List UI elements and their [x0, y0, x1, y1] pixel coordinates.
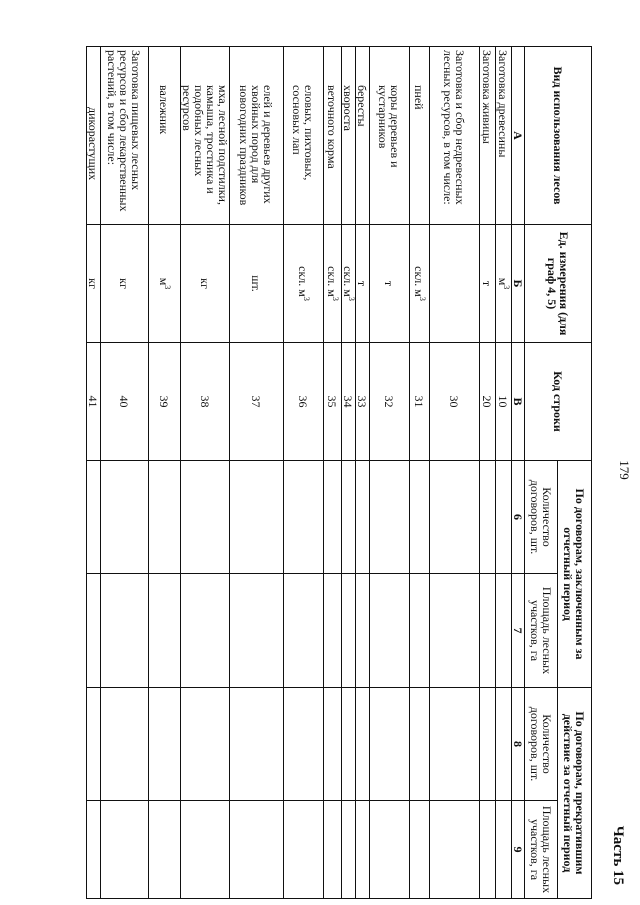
empty-value-cell	[324, 801, 342, 899]
empty-value-cell	[230, 574, 284, 688]
empty-value-cell	[149, 574, 181, 688]
row-unit-text: скл. м	[325, 266, 340, 297]
row-code: 35	[324, 343, 342, 461]
empty-value-cell	[101, 801, 149, 899]
table-row	[430, 47, 480, 899]
row-unit	[149, 225, 181, 343]
header-count-concluded: Количество договоров, шт.	[525, 461, 558, 574]
row-use-name: хвороста	[342, 47, 356, 225]
row-unit-text: т	[382, 280, 397, 287]
row-code: 32	[370, 343, 410, 461]
empty-value-cell	[370, 801, 410, 899]
row-unit-superscript: 3	[331, 296, 341, 301]
row-unit-text: скл. м	[296, 266, 311, 297]
table-row	[370, 47, 410, 899]
table-row	[149, 47, 181, 899]
header-code: Код строки	[525, 343, 592, 461]
row-use-name: елей и деревьев других хвойных пород для новогодних праздников	[230, 47, 284, 225]
empty-value-cell	[230, 688, 284, 801]
column-index: А	[512, 47, 525, 225]
empty-value-cell	[324, 574, 342, 688]
row-unit	[496, 225, 512, 343]
empty-value-cell	[87, 801, 101, 899]
table-row	[87, 47, 101, 899]
part-label: Часть 15	[610, 825, 626, 885]
row-use-name: еловых, пихтовых, сосновых лап	[284, 47, 324, 225]
table-row	[324, 47, 342, 899]
header-unit: Ед. измерения (для граф 4, 5)	[525, 225, 592, 343]
table-row	[284, 47, 324, 899]
empty-value-cell	[410, 461, 430, 574]
table-row	[356, 47, 370, 899]
row-use-name: Заготовка пищевых лесных ресурсов и сбор лекарственных растений, в том числе:	[101, 47, 149, 225]
column-index: 9	[512, 801, 525, 899]
table-row	[101, 47, 149, 899]
row-unit-text: кг	[117, 278, 132, 289]
row-unit-text: т	[480, 280, 495, 287]
empty-value-cell	[284, 801, 324, 899]
empty-value-cell	[149, 801, 181, 899]
empty-value-cell	[181, 801, 230, 899]
row-unit	[342, 225, 356, 343]
row-unit-text: кг	[198, 278, 212, 289]
empty-value-cell	[101, 461, 149, 574]
empty-value-cell	[480, 801, 496, 899]
empty-value-cell	[342, 461, 356, 574]
row-unit	[181, 225, 230, 343]
empty-value-cell	[87, 461, 101, 574]
empty-value-cell	[87, 574, 101, 688]
empty-value-cell	[342, 688, 356, 801]
header-terminated: По договорам, прекратившим действие за отчетный период	[558, 688, 592, 899]
table-row	[480, 47, 496, 899]
empty-value-cell	[430, 574, 480, 688]
row-code: 39	[149, 343, 181, 461]
row-unit-text: м	[157, 277, 172, 286]
row-code: 36	[284, 343, 324, 461]
column-index: В	[512, 343, 525, 461]
row-code: 33	[356, 343, 370, 461]
empty-value-cell	[370, 461, 410, 574]
header-count-terminated: Количество договоров, шт.	[525, 688, 558, 801]
row-unit-text: скл. м	[412, 266, 427, 297]
empty-value-cell	[181, 461, 230, 574]
header-concluded: По договорам, заключенным за отчетный период	[558, 461, 592, 688]
empty-value-cell	[284, 688, 324, 801]
empty-value-cell	[324, 688, 342, 801]
row-use-name: бересты	[356, 47, 370, 225]
row-unit	[370, 225, 410, 343]
row-unit-superscript: 3	[418, 296, 428, 301]
row-unit-superscript: 3	[163, 285, 173, 290]
row-use-name: дикорастущих	[87, 47, 101, 225]
empty-value-cell	[284, 461, 324, 574]
empty-value-cell	[356, 461, 370, 574]
row-unit	[324, 225, 342, 343]
row-unit-text: кг	[86, 278, 101, 289]
empty-value-cell	[480, 574, 496, 688]
empty-value-cell	[230, 461, 284, 574]
empty-value-cell	[410, 574, 430, 688]
row-code: 20	[480, 343, 496, 461]
row-unit	[284, 225, 324, 343]
column-index: 6	[512, 461, 525, 574]
row-use-name: веточного корма	[324, 47, 342, 225]
row-unit	[480, 225, 496, 343]
row-unit-text: м	[496, 277, 511, 286]
empty-value-cell	[230, 801, 284, 899]
empty-value-cell	[181, 574, 230, 688]
row-unit	[87, 225, 101, 343]
row-unit-text: шт.	[249, 275, 264, 292]
empty-value-cell	[356, 574, 370, 688]
empty-value-cell	[101, 574, 149, 688]
row-unit	[410, 225, 430, 343]
row-code: 34	[342, 343, 356, 461]
empty-value-cell	[181, 688, 230, 801]
row-unit-superscript: 3	[502, 285, 512, 290]
row-use-name: Заготовка и сбор недревесных лесных ресурсов, в том числе:	[430, 47, 480, 225]
row-code: 10	[496, 343, 512, 461]
row-unit	[101, 225, 149, 343]
empty-value-cell	[496, 461, 512, 574]
empty-value-cell	[149, 461, 181, 574]
row-code: 31	[410, 343, 430, 461]
page-number: 179	[617, 460, 632, 480]
table-body	[87, 47, 525, 899]
empty-value-cell	[356, 801, 370, 899]
row-unit	[356, 225, 370, 343]
row-use-name: коры деревьев и кустарников	[370, 47, 410, 225]
empty-value-cell	[87, 688, 101, 801]
empty-value-cell	[149, 688, 181, 801]
empty-value-cell	[430, 461, 480, 574]
row-code: 38	[181, 343, 230, 461]
empty-value-cell	[370, 688, 410, 801]
empty-value-cell	[430, 801, 480, 899]
table-row	[181, 47, 230, 899]
row-unit-superscript: 3	[347, 296, 357, 301]
empty-value-cell	[410, 801, 430, 899]
empty-value-cell	[410, 688, 430, 801]
row-unit	[430, 225, 480, 343]
row-use-name: мха, лесной подстилки, камыша, тростника и подобных лесных ресурсов	[181, 47, 230, 225]
row-unit-text: скл. м	[341, 266, 356, 297]
header-area-concluded: Площадь лесных участков, га	[525, 574, 558, 688]
empty-value-cell	[356, 688, 370, 801]
column-index-row	[512, 47, 525, 899]
report-table	[86, 46, 592, 899]
table-row	[342, 47, 356, 899]
row-unit-text: т	[355, 280, 370, 287]
header-use: Вид использования лесов	[525, 47, 592, 225]
column-index: 8	[512, 688, 525, 801]
row-use-name: Заготовка живицы	[480, 47, 496, 225]
column-index: Б	[512, 225, 525, 343]
table-row	[496, 47, 512, 899]
empty-value-cell	[496, 574, 512, 688]
empty-value-cell	[324, 461, 342, 574]
empty-value-cell	[101, 688, 149, 801]
row-code: 37	[230, 343, 284, 461]
empty-value-cell	[480, 688, 496, 801]
column-index: 7	[512, 574, 525, 688]
empty-value-cell	[496, 801, 512, 899]
empty-value-cell	[342, 574, 356, 688]
empty-value-cell	[284, 574, 324, 688]
empty-value-cell	[370, 574, 410, 688]
empty-value-cell	[342, 801, 356, 899]
row-code: 30	[430, 343, 480, 461]
row-code: 40	[101, 343, 149, 461]
row-code: 41	[87, 343, 101, 461]
header-area-terminated: Площадь лесных участков, га	[525, 801, 558, 899]
empty-value-cell	[430, 688, 480, 801]
empty-value-cell	[480, 461, 496, 574]
row-use-name: Заготовка древесины	[496, 47, 512, 225]
empty-value-cell	[496, 688, 512, 801]
table-row	[410, 47, 430, 899]
row-unit-superscript: 3	[302, 296, 312, 301]
table-row	[230, 47, 284, 899]
row-use-name: валежник	[149, 47, 181, 225]
row-use-name: пней	[410, 47, 430, 225]
row-unit	[230, 225, 284, 343]
